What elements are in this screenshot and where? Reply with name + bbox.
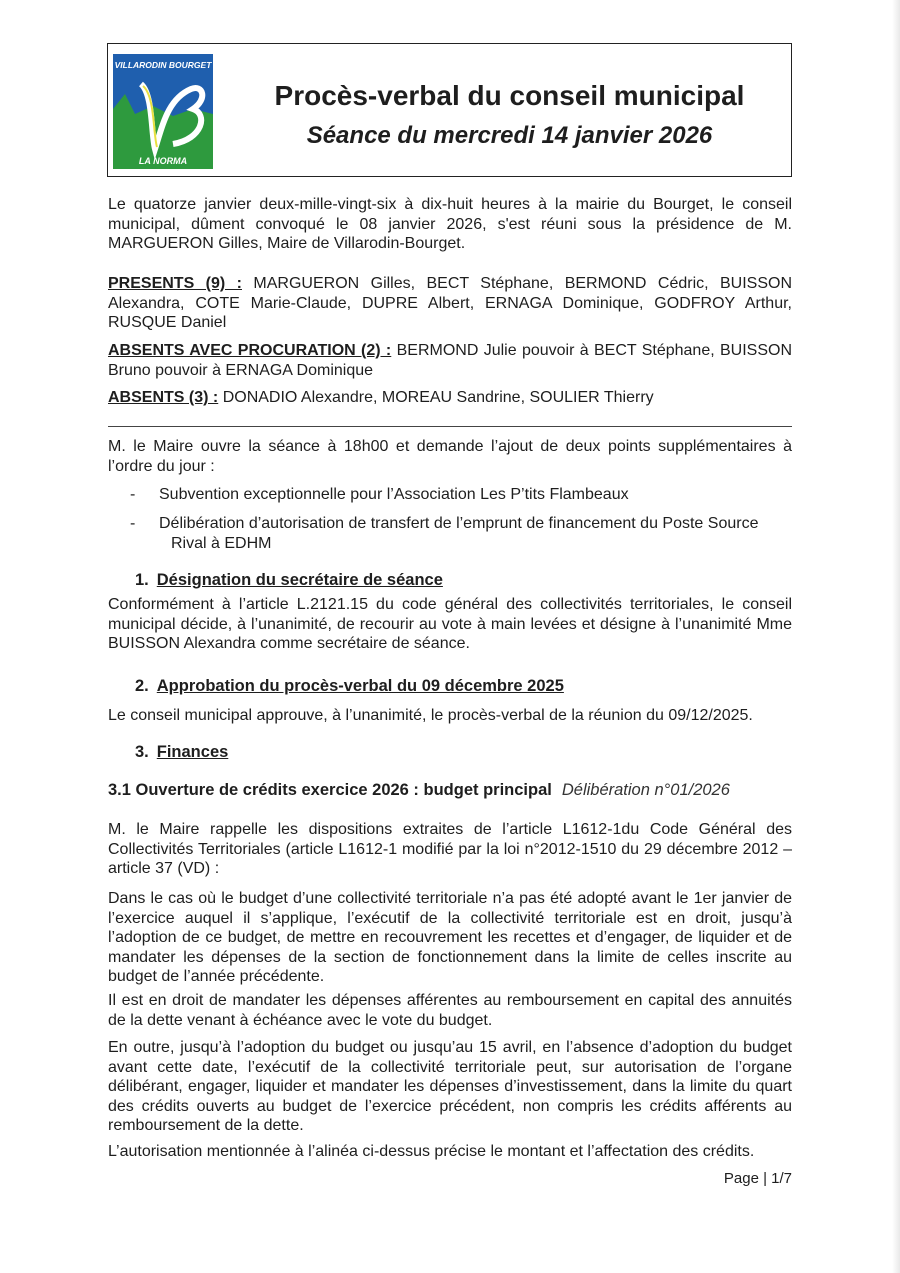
paragraph: L’autorisation mentionnée à l’alinéa ci-dessus précise le montant et l’affectation des crédits.	[108, 1143, 755, 1160]
document-title: Procès-verbal du conseil municipal	[274, 80, 745, 111]
section-1-text: Conformément à l’article L.2121.15 du code général des collectivités territoriales, le conseil municipal décide, à l’unanimité, de recourir au vote à main levées et désigne à l’unanimité Mme BUISSON Alexandra comme secrétaire de séance.	[108, 596, 792, 652]
section-heading-1: 1. Désignation du secrétaire de séance	[135, 571, 443, 589]
paragraph: M. le Maire rappelle les dispositions extraites de l’article L1612-1du Code Général des Collectivités Territoriales (article L1612-1 modifié par la loi n°2012-1510 du 29 décembre 2012 – article 37 (VD) :	[108, 821, 792, 877]
session-date: Séance du mercredi 14 janvier 2026	[306, 122, 713, 149]
paragraph: Dans le cas où le budget d’une collectivité territoriale n’a pas été adopté avant le 1er janvier de l’exercice auquel il s’applique, l’exécutif de la collectivité territoriale est en droit, jusqu’à l’adoption de ce budget, de mettre en recouvrement les recettes et d’engager, de liquider et de mandater les dépenses de la section de fonctionnement dans la limite de celles inscrite au budget de l’année précédente.	[108, 890, 792, 985]
presents-label: PRESENTS (9) :	[108, 275, 242, 292]
bullet-dash: -	[130, 515, 136, 532]
svg-text:VILLARODIN BOURGET: VILLARODIN BOURGET	[114, 60, 212, 70]
section-heading-2: 2. Approbation du procès-verbal du 09 décembre 2025	[135, 677, 564, 695]
agenda-item-text-cont: Rival à EDHM	[171, 534, 272, 552]
section-heading-3: 3. Finances	[135, 743, 229, 761]
proxies-list: BERMOND Julie pouvoir à BECT Stéphane, BUISSON Bruno pouvoir à ERNAGA Dominique	[108, 342, 793, 379]
subsection-3-1-heading: 3.1 Ouverture de crédits exercice 2026 : budget principal Délibération n°01/2026	[108, 781, 730, 799]
municipality-logo	[113, 54, 213, 169]
agenda-item	[130, 485, 792, 505]
page-edge-shadow	[892, 0, 900, 1273]
presents-paragraph	[108, 274, 792, 333]
document-header	[107, 43, 792, 177]
divider	[108, 426, 792, 427]
agenda-item-text: Délibération d’autorisation de transfert de l’emprunt de financement du Poste Source	[159, 515, 759, 532]
page-number: Page | 1/7	[723, 1170, 792, 1187]
deliberation-number: Délibération n°01/2026	[561, 781, 730, 799]
intro-paragraph: Le quatorze janvier deux-mille-vingt-six à dix-huit heures à la mairie du Bourget, le conseil municipal, dûment convoqué le 08 janvier 2026, s'est réuni sous la présidence de M. MARGUERON Gilles, Maire de Villarodin-Bourget.	[108, 196, 792, 252]
presents-list: MARGUERON Gilles, BECT Stéphane, BERMOND Cédric, BUISSON Alexandra, COTE Marie-Claude, DUPRE Albert, ERNAGA Dominique, GODFROY Arthur, RUSQUE Daniel	[108, 275, 793, 331]
svg-text:LA NORMA: LA NORMA	[138, 156, 188, 166]
agenda-item	[130, 514, 792, 553]
absents-paragraph	[108, 388, 792, 408]
absents-list: DONADIO Alexandre, MOREAU Sandrine, SOULIER Thierry	[222, 389, 654, 406]
absents-label: ABSENTS (3) :	[108, 389, 219, 406]
section-2-text: Le conseil municipal approuve, à l’unanimité, le procès-verbal de la réunion du 09/12/2025.	[108, 707, 753, 724]
paragraph: Il est en droit de mandater les dépenses afférentes au remboursement en capital des annuités de la dette venant à échéance avec le vote du budget.	[108, 992, 792, 1029]
agenda-item-text: Subvention exceptionnelle pour l’Association Les P’tits Flambeaux	[159, 486, 629, 503]
proxies-paragraph	[108, 341, 792, 380]
proxies-label: ABSENTS AVEC PROCURATION (2) :	[108, 342, 392, 359]
opening-paragraph: M. le Maire ouvre la séance à 18h00 et demande l’ajout de deux points supplémentaires à l’ordre du jour :	[108, 438, 792, 475]
bullet-dash: -	[130, 486, 136, 503]
paragraph: En outre, jusqu’à l’adoption du budget ou jusqu’au 15 avril, en l’absence d’adoption du budget avant cette date, l’exécutif de la collectivité territoriale peut, sur autorisation de l’organe délibérant, engager, liquider et mandater les dépenses d’investissement, dans la limite du quart des crédits ouverts au budget de l’exercice précédent, non compris les crédits afférents au remboursement de la dette.	[108, 1039, 792, 1134]
